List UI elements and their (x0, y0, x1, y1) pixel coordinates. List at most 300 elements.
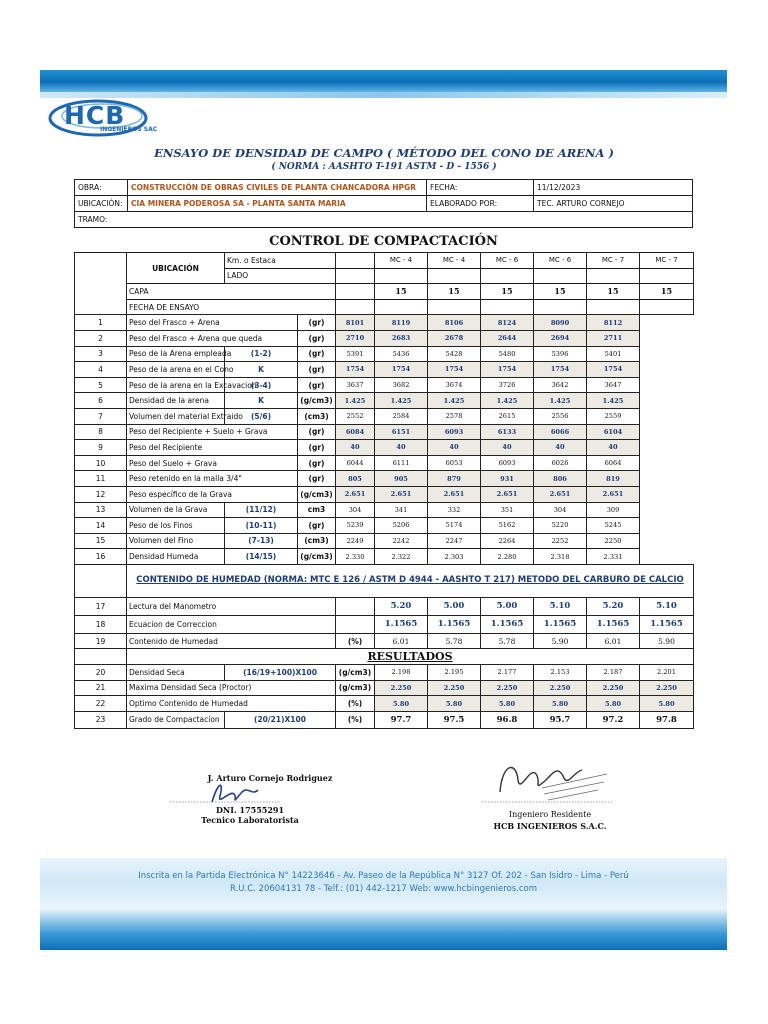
ubicacion-value: CIA MINERA PODEROSA SA - PLANTA SANTA MARIA (128, 196, 427, 212)
fecha-ensayo-cell (428, 299, 481, 315)
row-unit: (%) (336, 711, 375, 728)
row-value: 8112 (587, 315, 640, 331)
data-row (75, 393, 694, 409)
row-value: 905 (375, 471, 428, 487)
row-value: 5.80 (534, 696, 587, 712)
data-row (75, 362, 694, 378)
column-header: MC - 6 (534, 253, 587, 269)
lado-cell (640, 268, 694, 284)
row-number: 9 (75, 440, 127, 456)
row-value: 2.651 (336, 486, 375, 502)
capa-row (75, 284, 694, 300)
row-formula: (1-2) (225, 346, 298, 362)
row-value: 5391 (336, 346, 375, 362)
row-value: 2.322 (375, 549, 428, 565)
row-label: Optimo Contenido de Humedad (127, 696, 336, 712)
row-value: 2578 (428, 408, 481, 424)
row-value: 2644 (481, 330, 534, 346)
tramo-label: TRAMO: (75, 212, 693, 228)
engineer-company: HCB INGENIEROS S.A.C. (493, 821, 607, 831)
row-label: Peso de la Arena empleada (127, 346, 225, 362)
row-unit (336, 615, 375, 633)
row-value: 1754 (481, 362, 534, 378)
row-value: 2.651 (534, 486, 587, 502)
row-label: Contenido de Humedad (127, 633, 336, 649)
column-header: MC - 6 (481, 253, 534, 269)
document-title: ENSAYO DE DENSIDAD DE CAMPO ( MÉTODO DEL CONO DE ARENA ) (154, 146, 614, 160)
row-value: 2.250 (587, 680, 640, 696)
row-value: 5239 (336, 518, 375, 534)
km-label: Km. o Estaca (225, 253, 336, 269)
row-value: 2615 (481, 408, 534, 424)
fecha-label: FECHA: (427, 180, 534, 196)
row-value: 40 (587, 440, 640, 456)
row-value: 2.250 (534, 680, 587, 696)
row-value: 2252 (534, 533, 587, 549)
row-value: 5480 (481, 346, 534, 362)
lado-label: LADO (225, 268, 336, 284)
lado-cell (428, 268, 481, 284)
row-value: 1.1565 (428, 615, 481, 633)
row-value: 2.651 (587, 486, 640, 502)
row-value: 5.78 (428, 633, 481, 649)
row-value: 3647 (587, 377, 640, 393)
row-value: 97.5 (428, 711, 481, 728)
row-value: 1754 (428, 362, 481, 378)
row-value: 6104 (587, 424, 640, 440)
row-value: 8124 (481, 315, 534, 331)
row-unit: (gr) (298, 455, 336, 471)
row-value: 8119 (375, 315, 428, 331)
row-label: Peso de la arena en la Excavacion (127, 377, 225, 393)
row-value: 5.78 (481, 633, 534, 649)
row-value: 309 (587, 502, 640, 518)
blank-cell (336, 253, 375, 269)
fecha-ensayo-cell (534, 299, 587, 315)
elaborado-label: ELABORADO POR: (427, 196, 534, 212)
capa-value: 15 (534, 284, 587, 300)
row-value: 1.1565 (587, 615, 640, 633)
row-value: 1.425 (428, 393, 481, 409)
row-value: 97.7 (375, 711, 428, 728)
row-value: 5428 (428, 346, 481, 362)
row-value: 2.303 (428, 549, 481, 565)
row-value: 6.01 (587, 633, 640, 649)
row-value: 5174 (428, 518, 481, 534)
row-value: 2559 (587, 408, 640, 424)
row-formula: (16/19+100)X100 (225, 665, 336, 681)
row-value: 1754 (375, 362, 428, 378)
data-row (75, 533, 694, 549)
logo-subtext: INGENIEROS SAC (100, 126, 158, 133)
blank-cell (336, 284, 375, 300)
row-value: 2264 (481, 533, 534, 549)
ubicacion-label: UBICACIÓN (127, 253, 225, 284)
row-label: Peso del Frasco + Arena que queda (127, 330, 298, 346)
row-unit: (g/cm3) (336, 680, 375, 696)
row-value: 5.10 (534, 597, 587, 615)
blank-cell (75, 564, 127, 597)
technician-dni: DNI. 17555291 (215, 805, 285, 815)
row-value: 2.250 (640, 680, 694, 696)
row-value: 6111 (375, 455, 428, 471)
header-band (40, 70, 727, 92)
row-value: 2.201 (640, 665, 694, 681)
row-number: 4 (75, 362, 127, 378)
row-unit: (gr) (298, 377, 336, 393)
technician-name: J. Arturo Cornejo Rodriguez (207, 773, 333, 783)
row-value: 2250 (587, 533, 640, 549)
lado-cell (375, 268, 428, 284)
row-number: 19 (75, 633, 127, 649)
row-value: 1.425 (375, 393, 428, 409)
row-value: 3726 (481, 377, 534, 393)
technician-role: Tecnico Laboratorista (201, 815, 299, 825)
row-value: 5206 (375, 518, 428, 534)
row-number: 1 (75, 315, 127, 331)
row-label: Lectura del Manometro (127, 597, 336, 615)
row-value: 8090 (534, 315, 587, 331)
lado-cell (534, 268, 587, 284)
row-value: 2.198 (375, 665, 428, 681)
obra-label: OBRA: (75, 180, 128, 196)
fecha-ensayo-cell (587, 299, 640, 315)
row-value: 3637 (336, 377, 375, 393)
data-row (75, 549, 694, 565)
row-value: 5.90 (640, 633, 694, 649)
row-value: 304 (336, 502, 375, 518)
row-label: Peso del Recipiente (127, 440, 298, 456)
row-value: 2.651 (375, 486, 428, 502)
row-number: 12 (75, 486, 127, 502)
row-value: 5.80 (428, 696, 481, 712)
row-value: 5.80 (587, 696, 640, 712)
row-label: Peso específico de la Grava (127, 486, 298, 502)
resultados-section-title: RESULTADOS (127, 649, 694, 665)
row-label: Peso del Recipiente + Suelo + Grava (127, 424, 298, 440)
resultados-title-row (75, 649, 694, 665)
logo-text: HCB (64, 101, 126, 130)
footer-line-2: R.U.C. 20604131 78 - Telf.: (01) 442-1217 Web: www.hcbingenieros.com (229, 884, 538, 894)
row-value: 5.00 (481, 597, 534, 615)
row-value: 1754 (534, 362, 587, 378)
column-header: MC - 7 (640, 253, 694, 269)
row-label: Maxima Densidad Seca (Proctor) (127, 680, 336, 696)
row-value: 2.651 (481, 486, 534, 502)
header-row (75, 253, 694, 269)
row-value: 2678 (428, 330, 481, 346)
row-number: 5 (75, 377, 127, 393)
row-value: 5.20 (375, 597, 428, 615)
row-value: 40 (428, 440, 481, 456)
capa-value: 15 (640, 284, 694, 300)
row-formula: K (225, 362, 298, 378)
row-value: 5.80 (481, 696, 534, 712)
row-value: 805 (336, 471, 375, 487)
row-number: 10 (75, 455, 127, 471)
blank-cell (336, 299, 375, 315)
row-label: Densidad Humeda (127, 549, 225, 565)
row-number: 6 (75, 393, 127, 409)
data-row (75, 424, 694, 440)
row-value: 2556 (534, 408, 587, 424)
row-number: 2 (75, 330, 127, 346)
row-value: 2.651 (428, 486, 481, 502)
result-row (75, 680, 694, 696)
row-value: 5401 (587, 346, 640, 362)
data-row (75, 408, 694, 424)
fecha-ensayo-row (75, 299, 694, 315)
document-subtitle: ( NORMA : AASHTO T-191 ASTM - D - 1556 ) (271, 162, 497, 172)
engineer-role: Ingeniero Residente (508, 810, 592, 819)
row-number: 20 (75, 665, 127, 681)
row-unit: (gr) (298, 346, 336, 362)
row-value: 5.20 (587, 597, 640, 615)
data-row (75, 377, 694, 393)
row-value: 2.331 (587, 549, 640, 565)
row-value: 5.80 (640, 696, 694, 712)
row-unit: (cm3) (298, 533, 336, 549)
row-unit: (%) (336, 696, 375, 712)
data-row (75, 502, 694, 518)
row-value: 40 (336, 440, 375, 456)
row-value: 6064 (587, 455, 640, 471)
row-number: 13 (75, 502, 127, 518)
footer-line-1: Inscrita en la Partida Electrónica N° 14223646 - Av. Paseo de la República N° 3127 Of. 202 - San Isidro - Lima - Perú (138, 871, 629, 881)
row-number: 17 (75, 597, 127, 615)
row-label: Grado de Compactacion (127, 711, 225, 728)
humedad-title-row (75, 564, 694, 597)
row-value: 8101 (336, 315, 375, 331)
fecha-ensayo-label: FECHA DE ENSAYO (127, 299, 336, 315)
control-title: CONTROL DE COMPACTACIÓN (269, 234, 498, 249)
row-number: 18 (75, 615, 127, 633)
data-row (75, 346, 694, 362)
humedad-row (75, 633, 694, 649)
data-row (75, 315, 694, 331)
project-info-table (74, 179, 693, 228)
row-formula: (3-4) (225, 377, 298, 393)
elaborado-value: TEC. ARTURO CORNEJO (534, 196, 693, 212)
row-value: 95.7 (534, 711, 587, 728)
row-number: 15 (75, 533, 127, 549)
row-value: 6.01 (375, 633, 428, 649)
row-unit: cm3 (298, 502, 336, 518)
row-value: 2683 (375, 330, 428, 346)
row-label: Volumen de la Grava (127, 502, 225, 518)
row-value: 2584 (375, 408, 428, 424)
row-number: 8 (75, 424, 127, 440)
fecha-ensayo-cell (375, 299, 428, 315)
capa-label: CAPA (127, 284, 336, 300)
row-unit: (gr) (298, 471, 336, 487)
row-number: 22 (75, 696, 127, 712)
row-value: 1.425 (534, 393, 587, 409)
row-formula: (10-11) (225, 518, 298, 534)
row-value: 2.280 (481, 549, 534, 565)
row-number: 7 (75, 408, 127, 424)
row-value: 1.425 (336, 393, 375, 409)
row-unit: (gr) (298, 330, 336, 346)
row-formula: (11/12) (225, 502, 298, 518)
capa-value: 15 (428, 284, 481, 300)
row-unit: (gr) (298, 362, 336, 378)
data-row (75, 471, 694, 487)
row-value: 332 (428, 502, 481, 518)
data-row (75, 330, 694, 346)
row-formula: (7-13) (225, 533, 298, 549)
row-value: 1.1565 (481, 615, 534, 633)
row-value: 304 (534, 502, 587, 518)
row-value: 97.8 (640, 711, 694, 728)
column-header: MC - 4 (428, 253, 481, 269)
row-value: 97.2 (587, 711, 640, 728)
row-number: 16 (75, 549, 127, 565)
row-label: Volumen del material Extraido (127, 408, 225, 424)
row-value: 3674 (428, 377, 481, 393)
row-value: 2242 (375, 533, 428, 549)
humedad-section-title: CONTENIDO DE HUMEDAD (NORMA: MTC E 126 / ASTM D 4944 - AASHTO T 217) METODO DEL CARBURO DE CALCIO (127, 564, 694, 597)
row-unit: (g/cm3) (298, 549, 336, 565)
fecha-ensayo-cell (481, 299, 534, 315)
row-value: 2711 (587, 330, 640, 346)
row-value: 1.425 (481, 393, 534, 409)
fecha-ensayo-cell (640, 299, 694, 315)
result-row (75, 696, 694, 712)
row-value: 8106 (428, 315, 481, 331)
row-unit: (gr) (298, 440, 336, 456)
row-value: 2.318 (534, 549, 587, 565)
blank-cell (75, 649, 127, 665)
row-value: 40 (534, 440, 587, 456)
row-formula: (14/15) (225, 549, 298, 565)
row-value: 2710 (336, 330, 375, 346)
result-row (75, 665, 694, 681)
row-label: Peso retenido en la malla 3/4" (127, 471, 298, 487)
row-value: 5.00 (428, 597, 481, 615)
row-value: 6053 (428, 455, 481, 471)
row-formula: (5/6) (225, 408, 298, 424)
blank-cell (336, 268, 375, 284)
data-row (75, 486, 694, 502)
row-number: 23 (75, 711, 127, 728)
row-value: 2247 (428, 533, 481, 549)
column-header: MC - 4 (375, 253, 428, 269)
row-unit: (gr) (298, 315, 336, 331)
row-unit: (g/cm3) (336, 665, 375, 681)
compaction-table (74, 252, 694, 729)
fecha-value: 11/12/2023 (534, 180, 693, 196)
row-label: Densidad de la arena (127, 393, 225, 409)
row-value: 5396 (534, 346, 587, 362)
row-value: 40 (481, 440, 534, 456)
row-value: 2694 (534, 330, 587, 346)
row-label: Peso del Suelo + Grava (127, 455, 298, 471)
row-label: Densidad Seca (127, 665, 225, 681)
row-value: 931 (481, 471, 534, 487)
row-number: 14 (75, 518, 127, 534)
capa-value: 15 (481, 284, 534, 300)
obra-value: CONSTRUCCIÓN DE OBRAS CIVILES DE PLANTA CHANCADORA HPGR (128, 180, 427, 196)
row-value: 2.250 (428, 680, 481, 696)
row-value: 3642 (534, 377, 587, 393)
humedad-row (75, 615, 694, 633)
result-row (75, 711, 694, 728)
row-number: 21 (75, 680, 127, 696)
row-value: 1754 (336, 362, 375, 378)
row-formula: K (225, 393, 298, 409)
row-value: 6066 (534, 424, 587, 440)
row-value: 2.187 (587, 665, 640, 681)
row-value: 5220 (534, 518, 587, 534)
lado-cell (587, 268, 640, 284)
row-value: 5.80 (375, 696, 428, 712)
row-value: 2.177 (481, 665, 534, 681)
row-number: 11 (75, 471, 127, 487)
row-value: 1.425 (587, 393, 640, 409)
row-unit: (gr) (298, 424, 336, 440)
capa-value: 15 (375, 284, 428, 300)
row-value: 6093 (428, 424, 481, 440)
row-label: Ecuacion de Correccion (127, 615, 336, 633)
row-value: 5.10 (640, 597, 694, 615)
row-value: 806 (534, 471, 587, 487)
row-value: 1.1565 (534, 615, 587, 633)
row-value: 1.1565 (640, 615, 694, 633)
row-value: 2552 (336, 408, 375, 424)
engineer-signature-stamp-icon (472, 752, 622, 810)
row-formula: (20/21)X100 (225, 711, 336, 728)
row-number: 3 (75, 346, 127, 362)
capa-value: 15 (587, 284, 640, 300)
row-value: 2.195 (428, 665, 481, 681)
row-value: 96.8 (481, 711, 534, 728)
row-value: 341 (375, 502, 428, 518)
row-value: 879 (428, 471, 481, 487)
row-unit: (gr) (298, 518, 336, 534)
row-value: 2.153 (534, 665, 587, 681)
column-header: MC - 7 (587, 253, 640, 269)
row-value: 2.330 (336, 549, 375, 565)
row-value: 5245 (587, 518, 640, 534)
row-value: 5162 (481, 518, 534, 534)
data-row (75, 440, 694, 456)
row-unit: (g/cm3) (298, 393, 336, 409)
row-value: 5436 (375, 346, 428, 362)
data-row (75, 455, 694, 471)
row-value: 819 (587, 471, 640, 487)
row-value: 2249 (336, 533, 375, 549)
row-unit: (cm3) (298, 408, 336, 424)
row-value: 6026 (534, 455, 587, 471)
row-value: 5.90 (534, 633, 587, 649)
humedad-row (75, 597, 694, 615)
blank-cell (75, 253, 127, 315)
row-value: 6044 (336, 455, 375, 471)
row-label: Volumen del Fino (127, 533, 225, 549)
data-row (75, 518, 694, 534)
row-unit: (%) (336, 633, 375, 649)
row-label: Peso del Frasco + Arena (127, 315, 298, 331)
row-value: 351 (481, 502, 534, 518)
row-value: 1754 (587, 362, 640, 378)
lado-cell (481, 268, 534, 284)
row-value: 40 (375, 440, 428, 456)
row-value: 2.250 (481, 680, 534, 696)
row-unit (336, 597, 375, 615)
row-label: Peso de los Finos (127, 518, 225, 534)
row-value: 6151 (375, 424, 428, 440)
